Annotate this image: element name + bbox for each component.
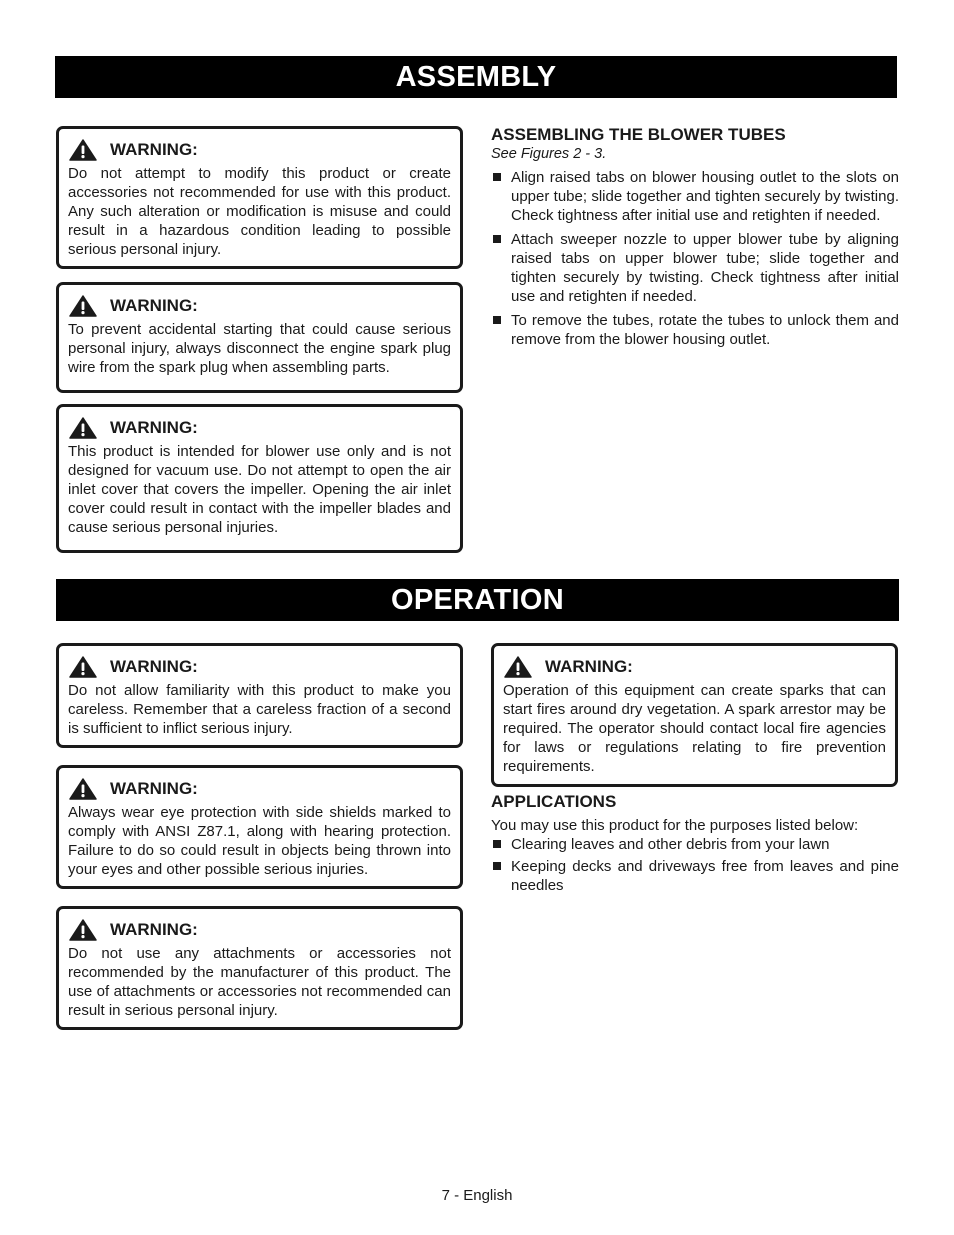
warning-triangle-icon <box>69 778 97 800</box>
warning-label: WARNING: <box>110 920 198 939</box>
list-item: Align raised tabs on blower housing outlet to the slots on upper tube; slide together and tighten securely by twisting. Check tightness after initial use and retighten if needed. <box>491 168 899 225</box>
warning-label: WARNING: <box>110 140 198 159</box>
warning-label: WARNING: <box>110 296 198 315</box>
operation-warning-box-2 <box>56 765 463 889</box>
page-number: 7 - English <box>441 1187 513 1204</box>
list-item: To remove the tubes, rotate the tubes to unlock them and remove from the blower housing outlet. <box>491 311 899 349</box>
operation-warning-box-3 <box>56 906 463 1030</box>
warning-triangle-icon <box>69 656 97 678</box>
warning-text: Always wear eye protection with side shields marked to comply with ANSI Z87.1, along with hearing protection. Failure to do so could result in objects being thrown into your eyes and other possible serious injuries. <box>68 804 451 878</box>
assembly-warning-box-3 <box>56 404 463 553</box>
warning-label: WARNING: <box>110 657 198 676</box>
warning-text: To prevent accidental starting that could cause serious personal injury, always disconnect the engine spark plug wire from the spark plug when assembling parts. <box>68 321 451 376</box>
warning-text: Operation of this equipment can create sparks that can start fires around dry vegetation. A spark arrestor may be required. The operator should contact local fire agencies for laws or regulations relating to fire prevention requirements. <box>503 682 886 775</box>
warning-label: WARNING: <box>110 779 198 798</box>
applications-intro: You may use this product for the purposes listed below: <box>491 817 859 834</box>
list-item: Clearing leaves and other debris from your lawn <box>491 835 899 854</box>
list-item: Attach sweeper nozzle to upper blower tube by aligning raised tabs on upper blower tube; slide together and tighten securely by twisting. Check tightness after initial use and retighten if needed. <box>491 230 899 306</box>
assembly-banner <box>55 56 897 98</box>
warning-label: WARNING: <box>110 418 198 437</box>
blower-tubes-steps <box>491 168 899 354</box>
warning-triangle-icon <box>504 656 532 678</box>
warning-text: This product is intended for blower use only and is not designed for vacuum use. Do not attempt to open the air inlet cover that covers the impeller. Opening the air inlet cover could result in contact with the impeller blades and cause serious personal injuries. <box>68 443 451 536</box>
warning-text: Do not attempt to modify this product or create accessories not recommended for use with this product. Any such alteration or modification is misuse and could result in a hazardous condition leading to possible serious personal injury. <box>68 165 451 258</box>
assembly-title: ASSEMBLY <box>395 60 557 93</box>
assembly-warning-box-2 <box>56 282 463 393</box>
warning-triangle-icon <box>69 295 97 317</box>
operation-title: OPERATION <box>391 583 564 616</box>
list-item: Keeping decks and driveways free from leaves and pine needles <box>491 857 899 895</box>
figures-note: See Figures 2 - 3. <box>491 146 607 162</box>
applications-heading: APPLICATIONS <box>491 792 617 811</box>
assembly-warning-box-1 <box>56 126 463 269</box>
warning-label: WARNING: <box>545 657 633 676</box>
warning-triangle-icon <box>69 919 97 941</box>
operation-banner <box>56 579 899 621</box>
warning-text: Do not use any attachments or accessories not recommended by the manufacturer of this product. The use of attachments or accessories not recommended can result in serious personal injury. <box>68 945 451 1019</box>
warning-triangle-icon <box>69 139 97 161</box>
applications-list <box>491 835 899 900</box>
blower-tubes-heading: ASSEMBLING THE BLOWER TUBES <box>491 125 786 144</box>
operation-warning-box-1 <box>56 643 463 748</box>
operation-warning-box-right <box>491 643 898 787</box>
warning-text: Do not allow familiarity with this product to make you careless. Remember that a careless fraction of a second is sufficient to inflict serious injury. <box>68 682 451 737</box>
warning-triangle-icon <box>69 417 97 439</box>
